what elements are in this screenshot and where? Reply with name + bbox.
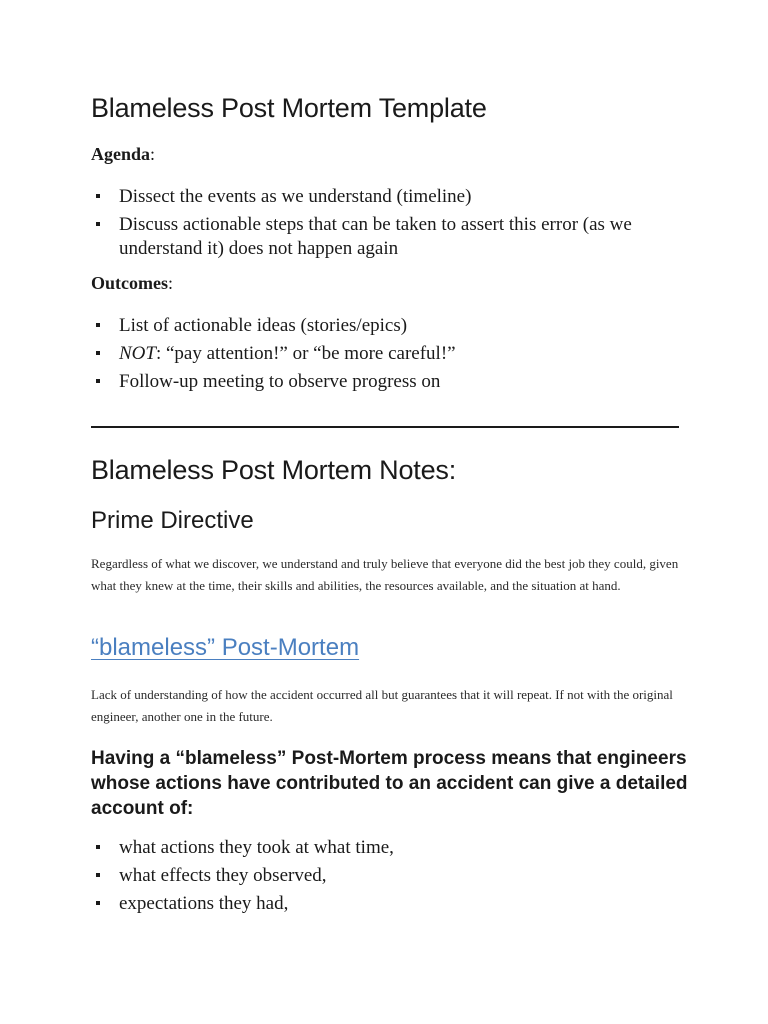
bullet-icon — [96, 194, 100, 198]
bullet-icon — [96, 901, 100, 905]
blameless-post-mortem-link[interactable]: “blameless” Post-Mortem — [91, 634, 360, 661]
agenda-label: Agenda: — [91, 144, 156, 164]
bullet-icon — [96, 222, 100, 226]
list-item: expectations they had, — [91, 892, 691, 916]
agenda-list — [91, 185, 691, 265]
having-blameless-heading: Having a “blameless” Post-Mortem process means that engineers whose actions have contributed to an accident can give a detailed account of: — [91, 748, 688, 819]
outcomes-list — [91, 314, 691, 398]
list-item: Discuss actionable steps that can be taken to assert this error (as we understand it) does not happen again — [91, 213, 691, 261]
list-item: what actions they took at what time, — [91, 836, 691, 860]
list-item: Dissect the events as we understand (timeline) — [91, 185, 691, 209]
outcomes-label: Outcomes: — [91, 273, 173, 293]
account-list — [91, 836, 691, 920]
list-item: what effects they observed, — [91, 864, 691, 888]
document-title: Blameless Post Mortem Template — [91, 93, 487, 123]
prime-directive-heading: Prime Directive — [91, 507, 254, 534]
list-item: Follow-up meeting to observe progress on — [91, 370, 691, 394]
bullet-icon — [96, 351, 100, 355]
list-item: NOT: “pay attention!” or “be more careful!” — [91, 342, 691, 366]
bullet-icon — [96, 323, 100, 327]
bullet-icon — [96, 379, 100, 383]
notes-title: Blameless Post Mortem Notes: — [91, 455, 457, 485]
list-item: List of actionable ideas (stories/epics) — [91, 314, 691, 338]
bullet-icon — [96, 845, 100, 849]
lack-of-understanding-text: Lack of understanding of how the accident occurred all but guarantees that it will repeat. If not with the original engineer, another one in the future. — [91, 687, 673, 724]
horizontal-divider — [91, 426, 679, 428]
prime-directive-text: Regardless of what we discover, we understand and truly believe that everyone did the best job they could, given what they knew at the time, their skills and abilities, the resources available, and the situation at hand. — [91, 556, 679, 593]
bullet-icon — [96, 873, 100, 877]
